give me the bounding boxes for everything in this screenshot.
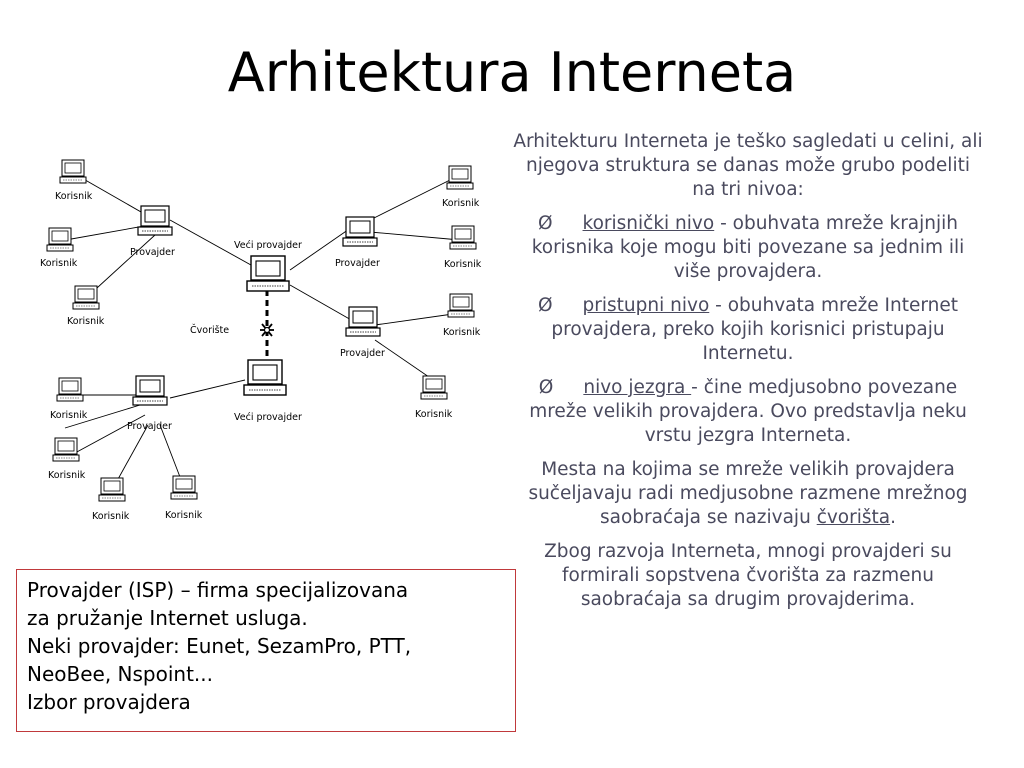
- user-label: Korisnik: [92, 511, 130, 522]
- user-computer-icon: [99, 478, 125, 501]
- level-term: korisnički nivo: [582, 213, 715, 234]
- exchange-term: čvorišta: [816, 507, 891, 528]
- big-provider-computer-icon: [244, 360, 286, 395]
- big-provider-label: Veći provajder: [234, 240, 302, 251]
- provider-label: Provajder: [127, 421, 172, 432]
- exchange-paragraph: [512, 458, 984, 530]
- provider-computer-icon: [343, 217, 377, 246]
- user-label: Korisnik: [442, 198, 480, 209]
- bullet-arrow-icon: Ø: [537, 295, 553, 316]
- bullet-arrow-icon: Ø: [538, 377, 554, 398]
- level-term: pristupni nivo: [582, 295, 710, 316]
- exchange-point-label: Čvorište: [190, 325, 230, 336]
- user-computer-icon: [171, 476, 197, 499]
- user-label: Korisnik: [415, 409, 453, 420]
- isp-line: Izbor provajdera: [27, 690, 191, 714]
- intro-paragraph: Arhitekturu Interneta je teško sagledati u celini, ali njegova struktura se danas može grubo podeliti na tri nivoa:: [513, 131, 983, 200]
- provider-computer-icon: [346, 307, 380, 336]
- user-label: Korisnik: [50, 410, 88, 421]
- user-label: Korisnik: [40, 258, 78, 269]
- user-computer-icon: [447, 166, 473, 189]
- provider-label: Provajder: [130, 247, 175, 258]
- user-computer-icon: [448, 294, 474, 317]
- user-label: Korisnik: [443, 327, 481, 338]
- connection-lines: [60, 173, 460, 490]
- user-label: Korisnik: [55, 191, 93, 202]
- level-item-core: [512, 376, 984, 448]
- user-label: Korisnik: [67, 316, 105, 327]
- user-label: Korisnik: [444, 259, 482, 270]
- user-computer-icon: [57, 378, 83, 401]
- user-computer-icon: [60, 160, 86, 183]
- user-computer-icon: [450, 226, 476, 249]
- level-item-user: [512, 212, 984, 284]
- provider-label: Provajder: [335, 258, 380, 269]
- exchange-end: .: [890, 507, 896, 528]
- level-description: - obuhvata mreže Internet provajdera, preko kojih korisnici pristupaju Internetu.: [551, 295, 959, 364]
- isp-line: Neki provajder: Eunet, SezamPro, PTT,: [27, 634, 412, 658]
- user-label: Korisnik: [165, 510, 203, 521]
- bullet-arrow-icon: Ø: [537, 213, 553, 234]
- level-item-access: [512, 294, 984, 366]
- isp-line: Provajder (ISP) – firma specijalizovana: [27, 578, 409, 602]
- isp-line: NeoBee, Nspoint...: [27, 662, 214, 686]
- provider-label: Provajder: [340, 348, 385, 359]
- slide-title: Arhitektura Interneta: [227, 41, 797, 104]
- isp-info-box: [16, 569, 516, 732]
- level-term: nivo jezgra: [583, 377, 692, 398]
- user-computer-icon: [73, 286, 99, 309]
- level-description: - čine medjusobno povezane mreže velikih provajdera. Ovo predstavlja neku vrstu jezgra Interneta.: [529, 377, 967, 446]
- user-computer-icon: [53, 438, 79, 461]
- isp-line: za pružanje Internet usluga.: [27, 606, 308, 630]
- user-computer-icon: [47, 228, 73, 251]
- level-description: - obuhvata mreže krajnjih korisnika koje mogu biti povezane sa jednim ili više provajdera.: [531, 213, 965, 282]
- big-provider-computer-icon: [247, 256, 289, 291]
- architecture-description: [512, 130, 984, 622]
- big-provider-label: Veći provajder: [234, 412, 302, 423]
- network-diagram: [20, 140, 520, 530]
- provider-computer-icon: [133, 376, 167, 405]
- user-computer-icon: [421, 376, 447, 399]
- provider-computer-icon: [138, 206, 172, 235]
- last-paragraph: Zbog razvoja Interneta, mnogi provajderi su formirali sopstvena čvorišta za razmenu saobraćaja sa drugim provajderima.: [544, 541, 952, 610]
- user-label: Korisnik: [48, 470, 86, 481]
- exchange-text: Mesta na kojima se mreže velikih provajdera sučeljavaju radi medjusobne razmene mrežnog saobraćaja se nazivaju: [528, 459, 968, 528]
